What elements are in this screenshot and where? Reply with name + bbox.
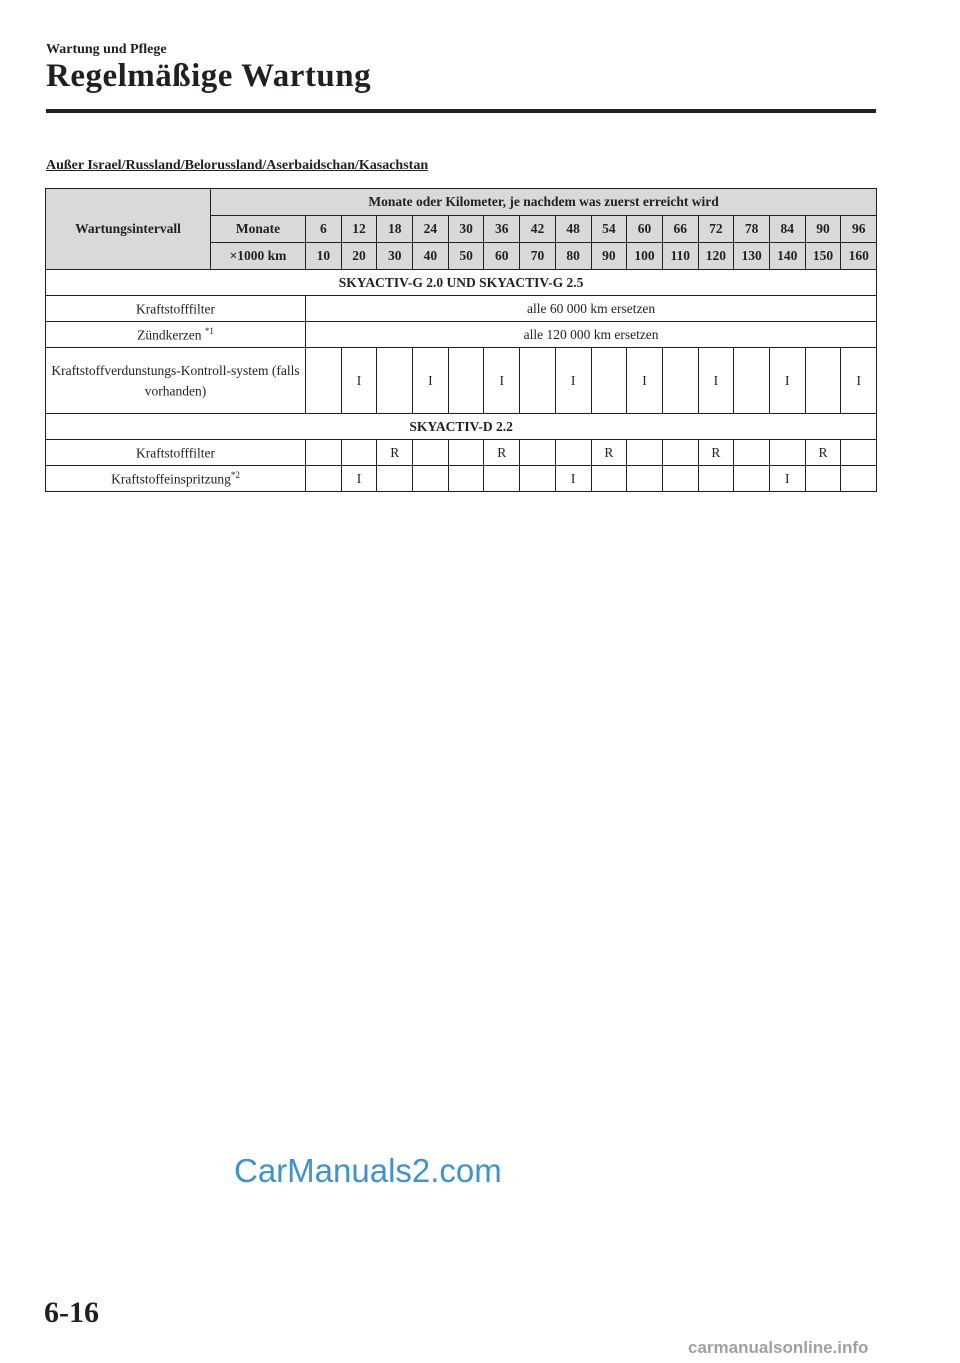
- schedule-cell: [306, 466, 342, 492]
- schedule-cell: [591, 466, 627, 492]
- schedule-cell: [377, 348, 413, 414]
- schedule-cell: I: [698, 348, 734, 414]
- km-header-cell: 130: [734, 243, 770, 270]
- schedule-cell: [841, 440, 877, 466]
- months-header-cell: 72: [698, 216, 734, 243]
- schedule-cell: [627, 466, 663, 492]
- schedule-cell: [734, 466, 770, 492]
- table-row: [46, 466, 877, 492]
- km-header-cell: 20: [341, 243, 377, 270]
- months-header-cell: 24: [413, 216, 449, 243]
- maintenance-schedule-table: [45, 188, 877, 492]
- km-header-cell: 10: [306, 243, 342, 270]
- schedule-cell: [448, 348, 484, 414]
- km-header-cell: 30: [377, 243, 413, 270]
- schedule-cell: R: [805, 440, 841, 466]
- interval-note: alle 60 000 km ersetzen: [306, 296, 877, 322]
- schedule-cell: [734, 348, 770, 414]
- schedule-cell: [591, 348, 627, 414]
- table-row: [46, 348, 877, 414]
- schedule-cell: [627, 440, 663, 466]
- months-header-cell: 54: [591, 216, 627, 243]
- page-number: 6-16: [44, 1296, 99, 1329]
- schedule-cell: I: [769, 348, 805, 414]
- schedule-cell: [698, 466, 734, 492]
- schedule-cell: [520, 440, 556, 466]
- km-header-cell: 50: [448, 243, 484, 270]
- schedule-cell: [662, 466, 698, 492]
- km-header-cell: 80: [555, 243, 591, 270]
- item-label: Kraftstoffeinspritzung$^{*2}$: [46, 466, 306, 492]
- months-header-cell: 90: [805, 216, 841, 243]
- km-header-cell: 110: [662, 243, 698, 270]
- months-header-cell: 12: [341, 216, 377, 243]
- months-header-cell: 6: [306, 216, 342, 243]
- schedule-cell: [377, 466, 413, 492]
- schedule-cell: [341, 440, 377, 466]
- watermark: CarManuals2.com: [234, 1152, 502, 1189]
- months-header-cell: 60: [627, 216, 663, 243]
- schedule-cell: R: [698, 440, 734, 466]
- schedule-cell: [555, 440, 591, 466]
- item-label: Kraftstoffverdunstungs-Kontroll-system (falls vorhanden): [46, 348, 306, 414]
- table-row: [46, 322, 877, 348]
- months-header-cell: 96: [841, 216, 877, 243]
- km-header-cell: 90: [591, 243, 627, 270]
- item-label: Kraftstofffilter: [46, 440, 306, 466]
- schedule-cell: [306, 440, 342, 466]
- schedule-cell: I: [484, 348, 520, 414]
- table-row: [46, 440, 877, 466]
- interval-note: alle 120 000 km ersetzen: [306, 322, 877, 348]
- table-row: [46, 296, 877, 322]
- schedule-cell: [662, 348, 698, 414]
- schedule-cell: I: [413, 348, 449, 414]
- km-header-cell: 70: [520, 243, 556, 270]
- section-header: SKYACTIV-G 2.0 UND SKYACTIV-G 2.5: [46, 270, 877, 296]
- schedule-cell: [769, 440, 805, 466]
- schedule-cell: I: [555, 348, 591, 414]
- months-header-cell: 48: [555, 216, 591, 243]
- months-header-cell: 78: [734, 216, 770, 243]
- months-header-cell: 36: [484, 216, 520, 243]
- km-label: ×1000 km: [211, 243, 306, 270]
- schedule-cell: [734, 440, 770, 466]
- schedule-cell: [448, 466, 484, 492]
- interval-label: Wartungsintervall: [46, 189, 211, 270]
- schedule-cell: [805, 466, 841, 492]
- schedule-cell: R: [377, 440, 413, 466]
- region-heading: Außer Israel/Russland/Belorussland/Aserbaidschan/Kasachstan: [46, 158, 429, 173]
- km-header-cell: 40: [413, 243, 449, 270]
- schedule-cell: R: [591, 440, 627, 466]
- schedule-cell: I: [841, 348, 877, 414]
- schedule-cell: [520, 466, 556, 492]
- schedule-cell: I: [769, 466, 805, 492]
- item-label: Kraftstofffilter: [46, 296, 306, 322]
- schedule-cell: I: [341, 466, 377, 492]
- schedule-cell: [484, 466, 520, 492]
- item-label: Zündkerzen $^{*1}$: [46, 322, 306, 348]
- schedule-cell: [520, 348, 556, 414]
- km-header-cell: 150: [805, 243, 841, 270]
- months-header-cell: 30: [448, 216, 484, 243]
- months-header-cell: 66: [662, 216, 698, 243]
- km-header-cell: 160: [841, 243, 877, 270]
- months-header-cell: 42: [520, 216, 556, 243]
- km-header-cell: 140: [769, 243, 805, 270]
- schedule-cell: [306, 348, 342, 414]
- footer-site: carmanualsonline.info: [688, 1338, 869, 1357]
- schedule-cell: [662, 440, 698, 466]
- section-label: Wartung und Pflege: [46, 42, 167, 57]
- interval-caption: Monate oder Kilometer, je nachdem was zuerst erreicht wird: [211, 189, 877, 216]
- months-header-cell: 18: [377, 216, 413, 243]
- schedule-cell: I: [555, 466, 591, 492]
- title-divider: [46, 109, 876, 113]
- schedule-cell: [841, 466, 877, 492]
- km-header-cell: 60: [484, 243, 520, 270]
- km-header-cell: 120: [698, 243, 734, 270]
- schedule-cell: R: [484, 440, 520, 466]
- schedule-cell: [413, 440, 449, 466]
- schedule-cell: I: [341, 348, 377, 414]
- schedule-cell: [448, 440, 484, 466]
- section-header: SKYACTIV-D 2.2: [46, 414, 877, 440]
- schedule-cell: I: [627, 348, 663, 414]
- months-header-cell: 84: [769, 216, 805, 243]
- schedule-cell: [805, 348, 841, 414]
- schedule-cell: [413, 466, 449, 492]
- months-label: Monate: [211, 216, 306, 243]
- km-header-cell: 100: [627, 243, 663, 270]
- page-title: Regelmäßige Wartung: [46, 58, 372, 94]
